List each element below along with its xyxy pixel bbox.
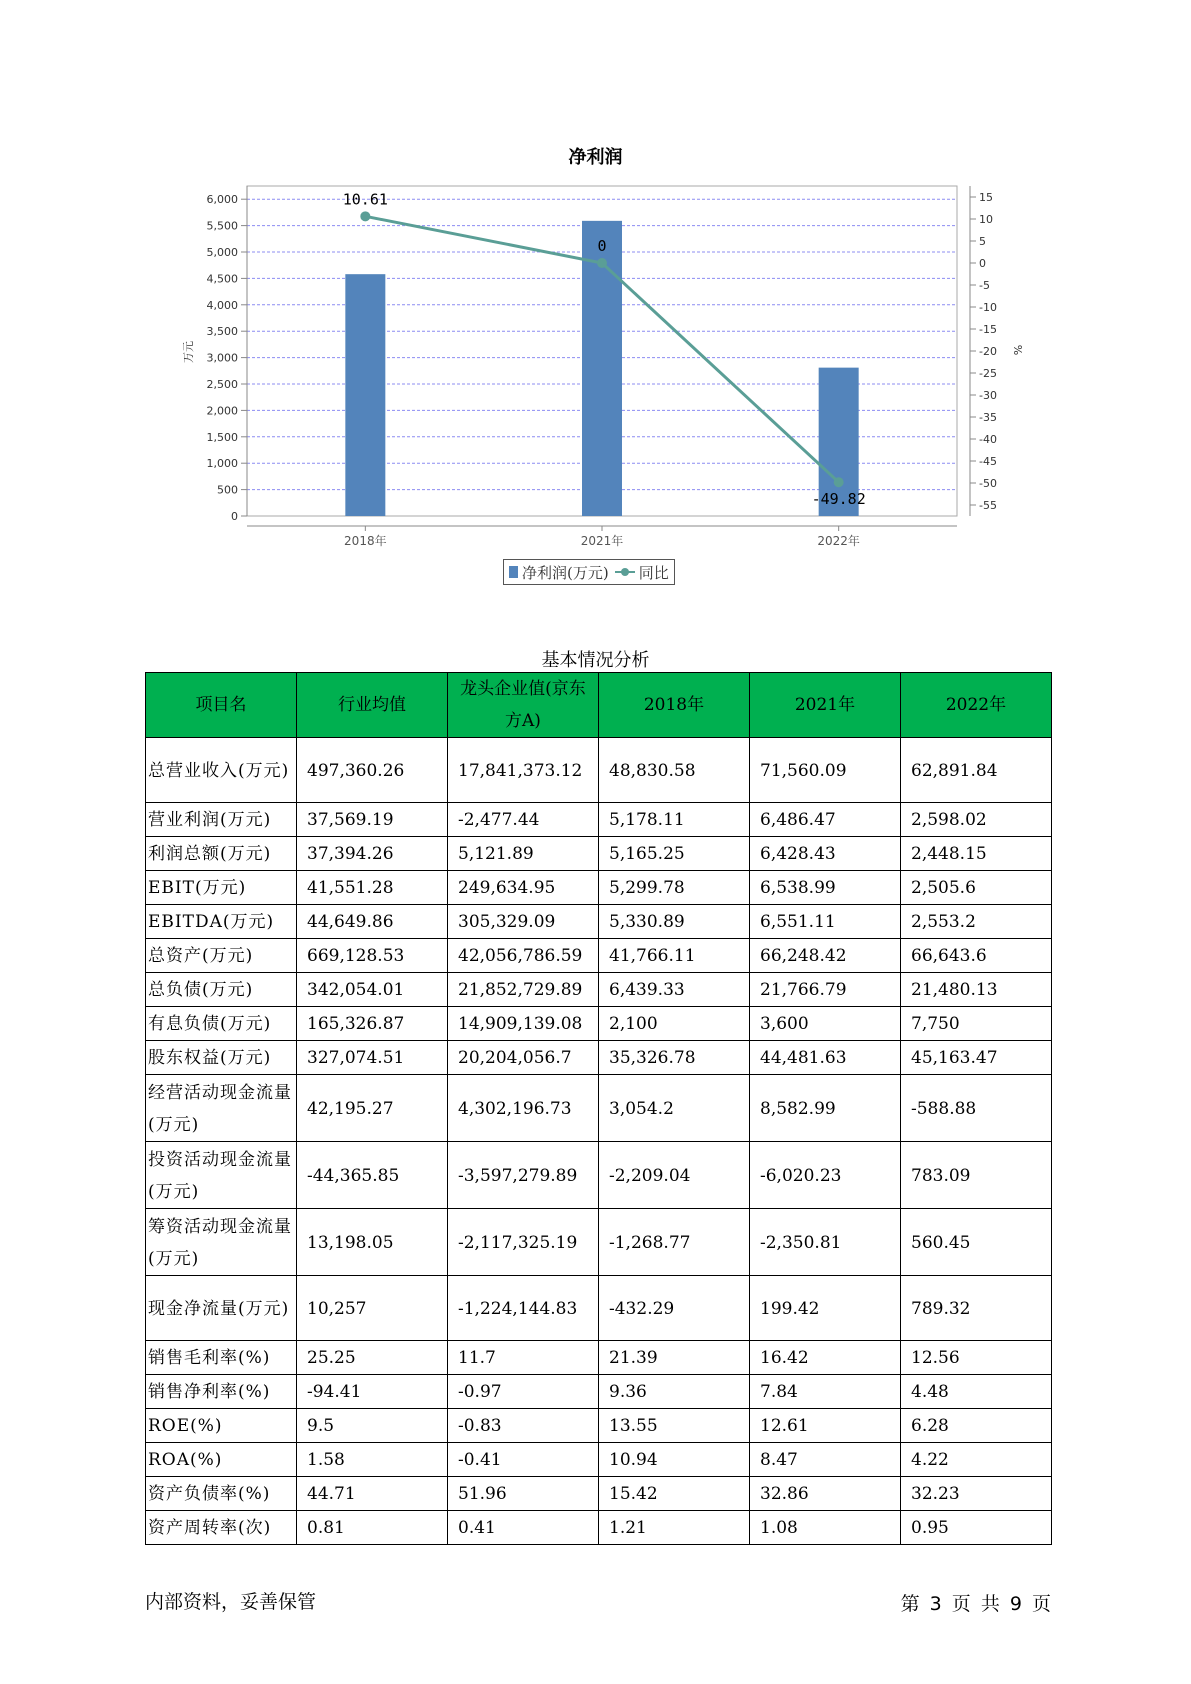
value-cell: 21,480.13	[901, 973, 1052, 1007]
value-cell: 15.42	[599, 1477, 750, 1511]
legend-bar-label: 净利润(万元)	[522, 563, 609, 582]
value-cell: 2,100	[599, 1007, 750, 1041]
value-cell: 3,054.2	[599, 1075, 750, 1142]
value-cell: 13,198.05	[297, 1209, 448, 1276]
value-cell: 9.36	[599, 1375, 750, 1409]
left-axis-tick-label: 5,500	[206, 219, 238, 233]
value-cell: 1.58	[297, 1443, 448, 1477]
value-cell: 0.81	[297, 1511, 448, 1545]
value-cell: 783.09	[901, 1142, 1052, 1209]
row-label-cell: 总资产(万元)	[146, 939, 297, 973]
value-cell: 5,178.11	[599, 803, 750, 837]
right-axis-tick-label: -20	[979, 345, 997, 358]
table-row	[146, 1443, 1052, 1477]
value-cell: 4.48	[901, 1375, 1052, 1409]
basic-analysis-table	[145, 672, 1052, 1545]
value-cell: 62,891.84	[901, 738, 1052, 803]
value-cell: 41,766.11	[599, 939, 750, 973]
value-cell: 2,598.02	[901, 803, 1052, 837]
value-cell: 10,257	[297, 1276, 448, 1341]
table-row	[146, 1276, 1052, 1341]
right-axis-label: %	[1011, 344, 1024, 356]
value-cell: -2,209.04	[599, 1142, 750, 1209]
table-title: 基本情况分析	[541, 650, 650, 671]
table-row	[146, 1075, 1052, 1142]
value-cell: 45,163.47	[901, 1041, 1052, 1075]
value-cell: -2,477.44	[448, 803, 599, 837]
value-cell: 4,302,196.73	[448, 1075, 599, 1142]
x-axis-tick-label: 2021年	[580, 534, 624, 548]
value-cell: 10.94	[599, 1443, 750, 1477]
table-row	[146, 1477, 1052, 1511]
left-axis-tick-label: 3,500	[206, 325, 238, 339]
value-cell: 37,569.19	[297, 803, 448, 837]
value-cell: -0.97	[448, 1375, 599, 1409]
right-axis-tick-label: -40	[979, 433, 997, 446]
table-header-row	[146, 673, 1052, 738]
value-cell: 12.56	[901, 1341, 1052, 1375]
right-axis-tick-label: 5	[979, 235, 986, 248]
table-row	[146, 1007, 1052, 1041]
value-cell: 2,505.6	[901, 871, 1052, 905]
chart-legend	[503, 559, 675, 585]
value-cell: 669,128.53	[297, 939, 448, 973]
bar-net-profit	[345, 274, 385, 516]
value-cell: 165,326.87	[297, 1007, 448, 1041]
value-cell: 342,054.01	[297, 973, 448, 1007]
value-cell: 7.84	[750, 1375, 901, 1409]
value-cell: 21.39	[599, 1341, 750, 1375]
value-cell: 8,582.99	[750, 1075, 901, 1142]
x-axis-tick-label: 2022年	[817, 534, 860, 548]
row-label-cell: 销售净利率(%)	[146, 1375, 297, 1409]
table-row	[146, 871, 1052, 905]
table-row	[146, 1375, 1052, 1409]
right-axis-tick-label: 15	[979, 191, 993, 204]
table-row	[146, 1511, 1052, 1545]
yoy-data-label: 0	[597, 237, 607, 255]
value-cell: 9.5	[297, 1409, 448, 1443]
row-label-cell: 总负债(万元)	[146, 973, 297, 1007]
table-row	[146, 1409, 1052, 1443]
table-row	[146, 905, 1052, 939]
right-axis-tick-label: -25	[979, 367, 997, 380]
left-axis-tick-label: 2,500	[206, 378, 238, 391]
row-label-cell: 筹资活动现金流量(万元)	[146, 1209, 297, 1276]
left-axis-tick-label: 0	[231, 510, 238, 523]
footer-confidential-note: 内部资料，妥善保管	[145, 1591, 317, 1613]
row-label-cell: ROE(%)	[146, 1409, 297, 1443]
legend-line-label: 同比	[638, 563, 669, 582]
x-axis-tick-label: 2018年	[344, 534, 387, 548]
value-cell: -44,365.85	[297, 1142, 448, 1209]
row-label-cell: 资产周转率(次)	[146, 1511, 297, 1545]
value-cell: 21,766.79	[750, 973, 901, 1007]
row-label-cell: 销售毛利率(%)	[146, 1341, 297, 1375]
value-cell: -0.83	[448, 1409, 599, 1443]
left-axis-label: 万元	[182, 341, 195, 363]
left-axis-tick-label: 5,000	[206, 246, 238, 259]
table-row	[146, 1041, 1052, 1075]
value-cell: 6,538.99	[750, 871, 901, 905]
value-cell: 5,299.78	[599, 871, 750, 905]
value-cell: -6,020.23	[750, 1142, 901, 1209]
value-cell: 497,360.26	[297, 738, 448, 803]
table-row	[146, 973, 1052, 1007]
value-cell: 13.55	[599, 1409, 750, 1443]
row-label-cell: 有息负债(万元)	[146, 1007, 297, 1041]
right-axis-tick-label: -55	[979, 499, 997, 512]
value-cell: -432.29	[599, 1276, 750, 1341]
value-cell: -3,597,279.89	[448, 1142, 599, 1209]
value-cell: 11.7	[448, 1341, 599, 1375]
legend-item-line	[615, 562, 669, 583]
value-cell: 5,165.25	[599, 837, 750, 871]
value-cell: 42,195.27	[297, 1075, 448, 1142]
left-axis-tick-label: 1,500	[206, 430, 238, 444]
value-cell: 1.21	[599, 1511, 750, 1545]
left-axis-tick-label: 4,500	[206, 272, 238, 286]
value-cell: 6,486.47	[750, 803, 901, 837]
value-cell: -1,224,144.83	[448, 1276, 599, 1341]
table-row	[146, 803, 1052, 837]
yoy-point	[360, 211, 370, 221]
right-axis-tick-label: -10	[979, 301, 997, 314]
value-cell: 44,481.63	[750, 1041, 901, 1075]
value-cell: 21,852,729.89	[448, 973, 599, 1007]
table-row	[146, 738, 1052, 803]
yoy-data-label: 10.61	[342, 190, 388, 209]
value-cell: 789.32	[901, 1276, 1052, 1341]
value-cell: 71,560.09	[750, 738, 901, 803]
value-cell: 5,330.89	[599, 905, 750, 939]
left-axis-tick-label: 1,000	[206, 457, 238, 471]
value-cell: 44,649.86	[297, 905, 448, 939]
value-cell: 4.22	[901, 1443, 1052, 1477]
value-cell: 66,248.42	[750, 939, 901, 973]
value-cell: 8.47	[750, 1443, 901, 1477]
value-cell: -1,268.77	[599, 1209, 750, 1276]
header-item-name: 项目名	[146, 673, 297, 738]
value-cell: -94.41	[297, 1375, 448, 1409]
row-label-cell: 投资活动现金流量(万元)	[146, 1142, 297, 1209]
row-label-cell: 总营业收入(万元)	[146, 738, 297, 803]
row-label-cell: 经营活动现金流量(万元)	[146, 1075, 297, 1142]
header-year-2022: 2022年	[901, 673, 1052, 738]
legend-line-swatch	[615, 566, 635, 578]
table-row	[146, 1142, 1052, 1209]
value-cell: 44.71	[297, 1477, 448, 1511]
value-cell: 51.96	[448, 1477, 599, 1511]
left-axis-tick-label: 2,000	[206, 404, 238, 418]
left-axis-tick-label: 4,000	[206, 298, 238, 312]
header-industry-average: 行业均值	[297, 673, 448, 738]
row-label-cell: 资产负债率(%)	[146, 1477, 297, 1511]
row-label-cell: 利润总额(万元)	[146, 837, 297, 871]
right-axis-tick-label: -30	[979, 389, 997, 402]
value-cell: 7,750	[901, 1007, 1052, 1041]
right-axis-tick-label: -15	[979, 323, 997, 336]
value-cell: -588.88	[901, 1075, 1052, 1142]
value-cell: 6,428.43	[750, 837, 901, 871]
header-year-2018: 2018年	[599, 673, 750, 738]
chart-title: 净利润	[568, 147, 623, 168]
table-row	[146, 939, 1052, 973]
yoy-point	[597, 258, 607, 268]
yoy-data-label: -49.82	[811, 490, 866, 509]
value-cell: 0.95	[901, 1511, 1052, 1545]
value-cell: 42,056,786.59	[448, 939, 599, 973]
row-label-cell: ROA(%)	[146, 1443, 297, 1477]
value-cell: 20,204,056.7	[448, 1041, 599, 1075]
value-cell: 16.42	[750, 1341, 901, 1375]
left-axis-tick-label: 500	[217, 483, 238, 497]
value-cell: 305,329.09	[448, 905, 599, 939]
table-row	[146, 837, 1052, 871]
value-cell: -2,117,325.19	[448, 1209, 599, 1276]
row-label-cell: 现金净流量(万元)	[146, 1276, 297, 1341]
legend-bar-swatch	[509, 566, 518, 578]
value-cell: 249,634.95	[448, 871, 599, 905]
net-profit-chart	[0, 0, 1191, 560]
value-cell: 32.86	[750, 1477, 901, 1511]
header-leader-value: 龙头企业值(京东方A)	[448, 673, 599, 738]
value-cell: 2,553.2	[901, 905, 1052, 939]
value-cell: 0.41	[448, 1511, 599, 1545]
value-cell: -0.41	[448, 1443, 599, 1477]
value-cell: 1.08	[750, 1511, 901, 1545]
right-axis-tick-label: -35	[979, 411, 997, 424]
value-cell: 5,121.89	[448, 837, 599, 871]
value-cell: 2,448.15	[901, 837, 1052, 871]
value-cell: 199.42	[750, 1276, 901, 1341]
legend-item-bar	[509, 562, 609, 583]
value-cell: 17,841,373.12	[448, 738, 599, 803]
value-cell: -2,350.81	[750, 1209, 901, 1276]
value-cell: 560.45	[901, 1209, 1052, 1276]
value-cell: 25.25	[297, 1341, 448, 1375]
right-axis-tick-label: -5	[979, 279, 990, 292]
value-cell: 35,326.78	[599, 1041, 750, 1075]
value-cell: 327,074.51	[297, 1041, 448, 1075]
yoy-point	[834, 477, 844, 487]
value-cell: 6.28	[901, 1409, 1052, 1443]
table-row	[146, 1341, 1052, 1375]
value-cell: 41,551.28	[297, 871, 448, 905]
value-cell: 14,909,139.08	[448, 1007, 599, 1041]
value-cell: 48,830.58	[599, 738, 750, 803]
table-row	[146, 1209, 1052, 1276]
right-axis-tick-label: -45	[979, 455, 997, 468]
right-axis-tick-label: -50	[979, 477, 997, 490]
row-label-cell: 营业利润(万元)	[146, 803, 297, 837]
value-cell: 66,643.6	[901, 939, 1052, 973]
value-cell: 3,600	[750, 1007, 901, 1041]
value-cell: 37,394.26	[297, 837, 448, 871]
footer-page-number: 第 3 页 共 9 页	[900, 1593, 1051, 1615]
row-label-cell: EBITDA(万元)	[146, 905, 297, 939]
left-axis-tick-label: 3,000	[206, 351, 238, 365]
header-year-2021: 2021年	[750, 673, 901, 738]
value-cell: 12.61	[750, 1409, 901, 1443]
left-axis-tick-label: 6,000	[206, 193, 238, 207]
row-label-cell: 股东权益(万元)	[146, 1041, 297, 1075]
right-axis-tick-label: 10	[979, 213, 993, 226]
value-cell: 6,551.11	[750, 905, 901, 939]
value-cell: 6,439.33	[599, 973, 750, 1007]
right-axis-tick-label: 0	[979, 257, 986, 270]
row-label-cell: EBIT(万元)	[146, 871, 297, 905]
value-cell: 32.23	[901, 1477, 1052, 1511]
table-body	[146, 738, 1052, 1545]
